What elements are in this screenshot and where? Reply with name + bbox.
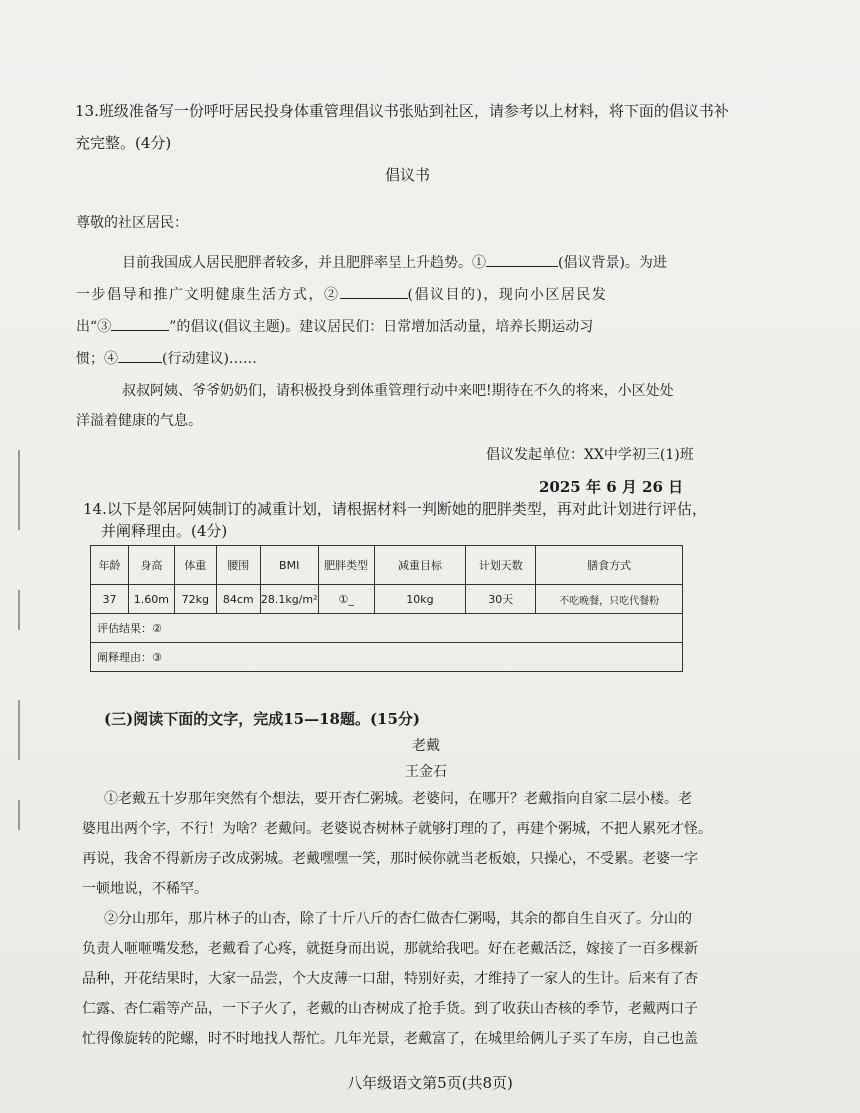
letter-para1-line4: [76, 348, 257, 368]
q13-prompt-line2: 充完整。(4分): [75, 134, 172, 152]
weight-plan-table: [90, 545, 683, 672]
para2-line: ②分山那年，那片林子的山杏，除了十斤八斤的杏仁做杏仁粥喝，其余的都自生自灭了。分山的: [104, 911, 692, 927]
table-header-cell: 腰围: [216, 546, 260, 585]
table-cell: 37: [91, 585, 129, 614]
letter-para1-line3: [76, 316, 593, 336]
letter-title: 倡议书: [385, 166, 431, 184]
section-heading: (三)阅读下面的文字，完成15—18题。(15分): [104, 710, 421, 728]
para1-line: ①老戴五十岁那年突然有个想法，要开杏仁粥城。老婆问，在哪开？老戴指向自家二层小楼。老: [104, 791, 692, 807]
table-header-cell: 肥胖类型: [318, 546, 374, 585]
story-author: 王金石: [405, 764, 447, 780]
binding-line: [18, 590, 20, 630]
para1-line: 一顿地说，不稀罕。: [82, 881, 208, 897]
table-cell: 30天: [466, 585, 536, 614]
eval-result-row: [91, 614, 683, 643]
binding-line: [18, 700, 20, 760]
letter-para2-line1: 叔叔阿姨、爷爷奶奶们，请积极投身到体重管理行动中来吧!期待在不久的将来，小区处处: [122, 383, 674, 399]
text-fragment: (倡议背景)。为进: [558, 255, 667, 271]
para1-line: 婆甩出两个字，不行！为啥？老戴问。老婆说杏树林子就够打理的了，再建个粥城，不把人累死才怪。: [82, 821, 712, 837]
reason-cell[interactable]: 阐释理由：③: [91, 643, 683, 672]
binding-line: [18, 450, 20, 530]
text-fragment: 出“③: [76, 319, 112, 335]
para2-line: 品种，开花结果时，大家一品尝，个大皮薄一口甜，特别好卖，才维持了一家人的生计。后来有了杏: [82, 971, 698, 987]
answer-blank-2[interactable]: [340, 284, 408, 299]
table-header-cell: 膳食方式: [536, 546, 683, 585]
eval-result-cell[interactable]: 评估结果：②: [91, 614, 683, 643]
table-cell: 1.60m: [128, 585, 174, 614]
letter-salutation: 尊敬的社区居民：: [76, 215, 188, 231]
para2-line: 忙得像旋转的陀螺，时不时地找人帮忙。几年光景，老戴富了，在城里给俩儿子买了车房，自己也盖: [82, 1031, 698, 1047]
table-header-cell: 减重目标: [374, 546, 466, 585]
q14-prompt-line1: 14.以下是邻居阿姨制订的减重计划，请根据材料一判断她的肥胖类型，再对此计划进行评估，: [83, 500, 707, 518]
reason-row: [91, 643, 683, 672]
table-header-cell: 体重: [174, 546, 216, 585]
text-fragment: 惯；④: [76, 351, 118, 367]
table-header-cell: 身高: [128, 546, 174, 585]
para1-line: 再说，我舍不得新房子改成粥城。老戴嘿嘿一笑，那时候你就当老板娘，只操心，不受累。老婆一字: [82, 851, 698, 867]
letter-para2-line2: 洋溢着健康的气息。: [76, 413, 202, 429]
table-row: [91, 585, 683, 614]
answer-blank-1[interactable]: [486, 252, 558, 267]
para2-line: 负责人咂咂嘴发愁，老戴看了心疼，就挺身而出说，那就给我吧。好在老戴活泛，嫁接了一百多棵新: [82, 941, 698, 957]
table-header-row: [91, 546, 683, 585]
letter-para1-line1: [122, 252, 667, 272]
para2-line: 仁露、杏仁霜等产品，一下子火了，老戴的山杏树成了抢手货。到了收获山杏核的季节，老戴两口子: [82, 1001, 698, 1017]
answer-blank-3[interactable]: [111, 316, 169, 331]
table-header-cell: 年龄: [91, 546, 129, 585]
text-fragment: 目前我国成人居民肥胖者较多，并且肥胖率呈上升趋势。①: [122, 255, 486, 271]
text-fragment: 一步倡导和推广文明健康生活方式，②: [76, 287, 340, 303]
q14-prompt-line2: 并阐释理由。(4分): [101, 522, 228, 540]
table-cell: 28.1kg/m²: [260, 585, 318, 614]
story-title: 老戴: [412, 738, 440, 754]
answer-blank-4[interactable]: [118, 348, 162, 363]
table-cell: 10kg: [374, 585, 466, 614]
table-header-cell: BMI: [260, 546, 318, 585]
letter-signer: 倡议发起单位：XX中学初三(1)班: [486, 447, 694, 463]
table-cell: 72kg: [174, 585, 216, 614]
table-cell: 84cm: [216, 585, 260, 614]
obesity-type-blank[interactable]: ①_: [318, 585, 374, 614]
page-footer: 八年级语文第5页(共8页): [347, 1074, 513, 1092]
table-cell: 不吃晚餐，只吃代餐粉: [536, 585, 683, 614]
binding-line: [18, 800, 20, 830]
letter-date: 2025 年 6 月 26 日: [539, 478, 684, 496]
q13-prompt-line1: 13.班级准备写一份呼吁居民投身体重管理倡议书张贴到社区，请参考以上材料，将下面的倡议书补: [75, 102, 729, 120]
text-fragment: (行动建议)……: [162, 351, 257, 367]
table-header-cell: 计划天数: [466, 546, 536, 585]
letter-para1-line2: [76, 284, 607, 304]
text-fragment: (倡议目的)，现向小区居民发: [407, 287, 608, 303]
text-fragment: ”的倡议(倡议主题)。建议居民们：日常增加活动量，培养长期运动习: [169, 319, 594, 335]
